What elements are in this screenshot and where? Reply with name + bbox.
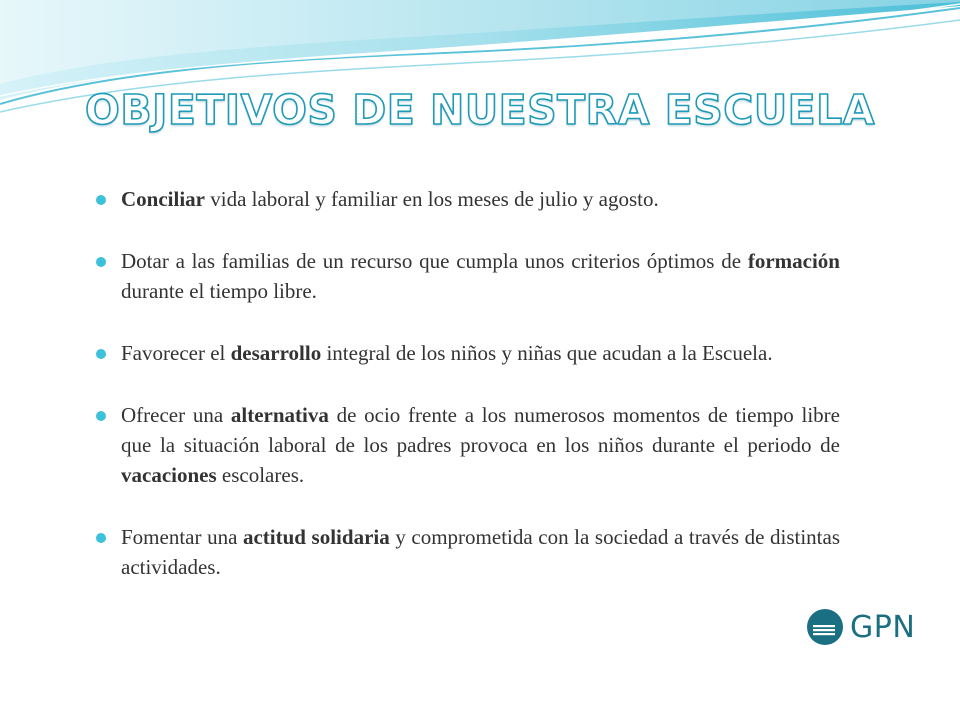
slide-title: OBJETIVOS DE NUESTRA ESCUELA [84, 86, 876, 134]
objective-text: escolares. [216, 463, 305, 487]
objective-text: y comprometida con la sociedad a través de distintas actividades. [121, 525, 840, 579]
objective-item [96, 184, 840, 214]
objective-keyword: actitud solidaria [242, 525, 390, 549]
gpn-logo [806, 606, 916, 648]
bullet-dot-icon [96, 533, 106, 543]
gpn-logo-text: GPN [850, 609, 916, 645]
objective-keyword: vacaciones [121, 463, 217, 487]
objective-text: durante el tiempo libre. [121, 279, 317, 303]
objective-keyword: formación [747, 249, 840, 273]
objective-text: Favorecer el [121, 341, 231, 365]
bullet-dot-icon [96, 195, 106, 205]
objective-text: de ocio frente a los numerosos momentos de tiempo libre que la situación laboral de los padres provoca en los niños durante el periodo de [121, 403, 840, 457]
bullet-dot-icon [96, 257, 106, 267]
objective-text: integral de los niños y niñas que acudan a la Escuela. [321, 341, 773, 365]
objective-item [96, 522, 840, 582]
objective-text: vida laboral y familiar en los meses de julio y agosto. [205, 187, 659, 211]
gpn-logo-icon [806, 608, 844, 646]
objective-text: Ofrecer una [121, 403, 231, 427]
bullet-dot-icon [96, 349, 106, 359]
objective-item [96, 338, 840, 368]
objective-text: Dotar a las familias de un recurso que cumpla unos criterios óptimos de [121, 249, 748, 273]
objective-keyword: alternativa [230, 403, 329, 427]
bullet-dot-icon [96, 411, 106, 421]
objective-item [96, 246, 840, 306]
objective-text: Fomentar una [121, 525, 243, 549]
objective-keyword: desarrollo [230, 341, 322, 365]
objective-keyword: Conciliar [121, 187, 205, 211]
objective-item [96, 400, 840, 490]
objectives-list [96, 184, 840, 582]
